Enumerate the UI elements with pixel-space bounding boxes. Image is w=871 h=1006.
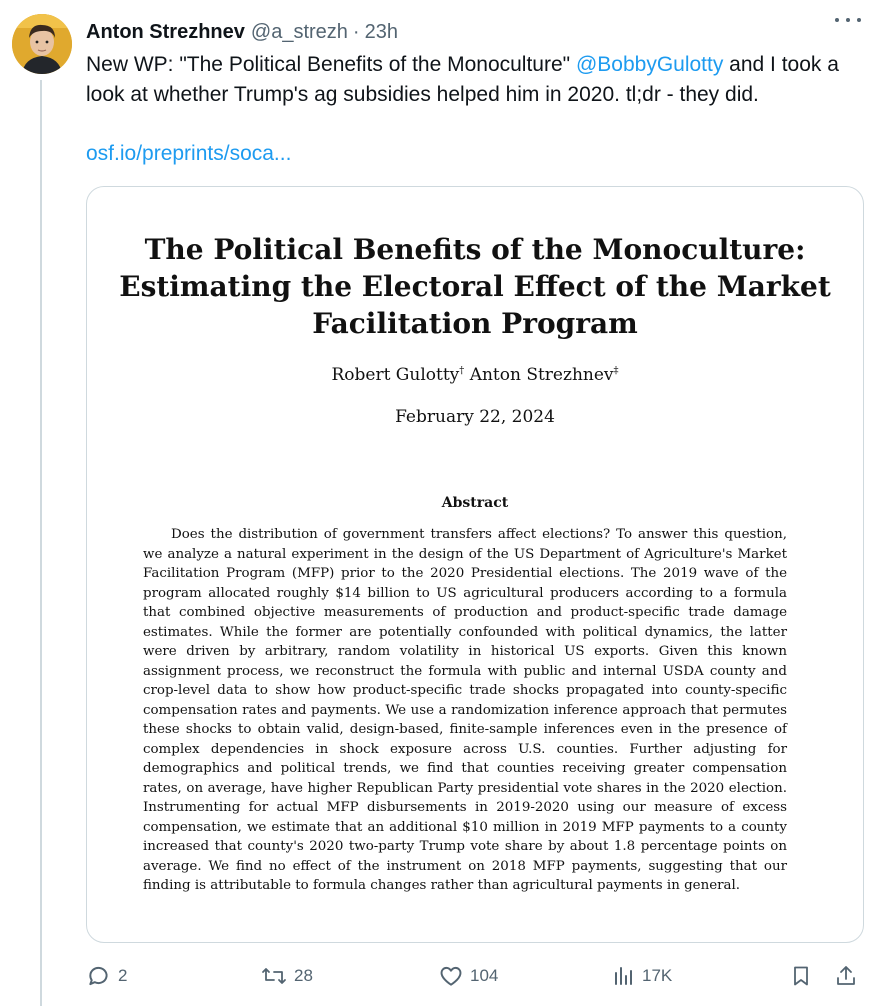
more-dot [835,18,839,22]
view-count: 17K [642,966,673,985]
repost-count: 28 [294,966,313,985]
like-count: 104 [470,966,499,985]
abstract-body [143,525,787,896]
like-button[interactable] [438,958,498,994]
repost-icon [260,963,288,989]
bookmark-button[interactable] [789,958,813,994]
paper-title: The Political Benefits of the Monoculture: Estimating the Electoral Effect of the Market Facilitation Program [119,233,831,340]
author-name[interactable]: Anton Strezhnev [86,20,245,43]
action-bar [86,958,862,994]
views-icon [612,963,636,989]
more-icon[interactable] [835,10,861,30]
tweet-text [86,50,851,110]
views-button[interactable] [612,958,672,994]
repost-button[interactable] [260,958,313,994]
mention-link[interactable]: @BobbyGulotty [575,53,724,76]
bookmark-icon [789,963,813,989]
thread-line [40,80,42,1006]
abstract-heading: Abstract [441,495,509,511]
external-link[interactable]: osf.io/preprints/soca... [86,142,292,165]
like-icon [438,963,464,989]
reply-count: 2 [118,966,128,985]
author-handle[interactable]: @a_strezh [250,20,348,43]
abstract-text: Does the distribution of government transfers affect elections? To answer this question, we analyze a natural experiment in the design of the US Department of Agriculture's Market Facilitation Program (MFP) prior to the 2020 Presidential elections. The 2019 wave of the program allocated roughly $14 billion to US agricultural producers according to a formula that combined objective measurements of production and product-specific trade damage estimates. While the former are potentially confounded with political dynamics, the latter were driven by arbitrary, random volatility in historical US exports. Given this known assignment process, we reconstruct the formula with public and internal USDA county and crop-level data to show how product-specific trade shocks propagated into county-specific compensation rates and payments. We use a randomization inference approach that permutes these shocks to obtain valid, design-based, finite-sample inferences even in the presence of complex dependencies in shock exposure across U.S. counties. Further adjusting for demographics and political trends, we find that counties receiving greater compensation rates, on average, have higher Republican Party presidential vote shares in the 2020 election. Instrumenting for actual MFP disbursements in 2019-2020 using our measure of excess compensation, we estimate that an additional $10 million in 2019 MFP payments to a county increased that county's 2020 two-party Trump vote share by about 1.8 percentage points on average. We find no effect of the instrument on 2018 MFP payments, suggesting that our finding is attributable to formula changes rather than agricultural payments in general. [143,527,787,893]
avatar[interactable] [12,14,72,74]
reply-icon [86,963,112,989]
timestamp[interactable]: 23h [364,20,398,43]
paper-image-card[interactable] [86,186,864,943]
author-2: Anton Strezhnev [469,365,614,385]
tweet-text-part1: New WP: "The Political Benefits of the Monoculture" [86,53,576,76]
tweet-text-part2: and I took a look at whether Trump's ag subsidies helped him in 2020. tl;dr - they did. [86,53,845,106]
share-button[interactable] [834,958,858,994]
share-icon [834,963,858,989]
author-1: Robert Gulotty [331,365,460,385]
paper-authors [87,365,863,385]
author-1-mark: † [459,365,465,377]
separator-dot: · [352,20,360,43]
reply-button[interactable] [86,958,127,994]
paper-date: February 22, 2024 [395,407,555,427]
more-dot [846,18,850,22]
avatar-image [12,14,72,74]
tweet-header [86,18,855,46]
more-dot [857,18,861,22]
author-2-mark: ‡ [613,365,619,377]
